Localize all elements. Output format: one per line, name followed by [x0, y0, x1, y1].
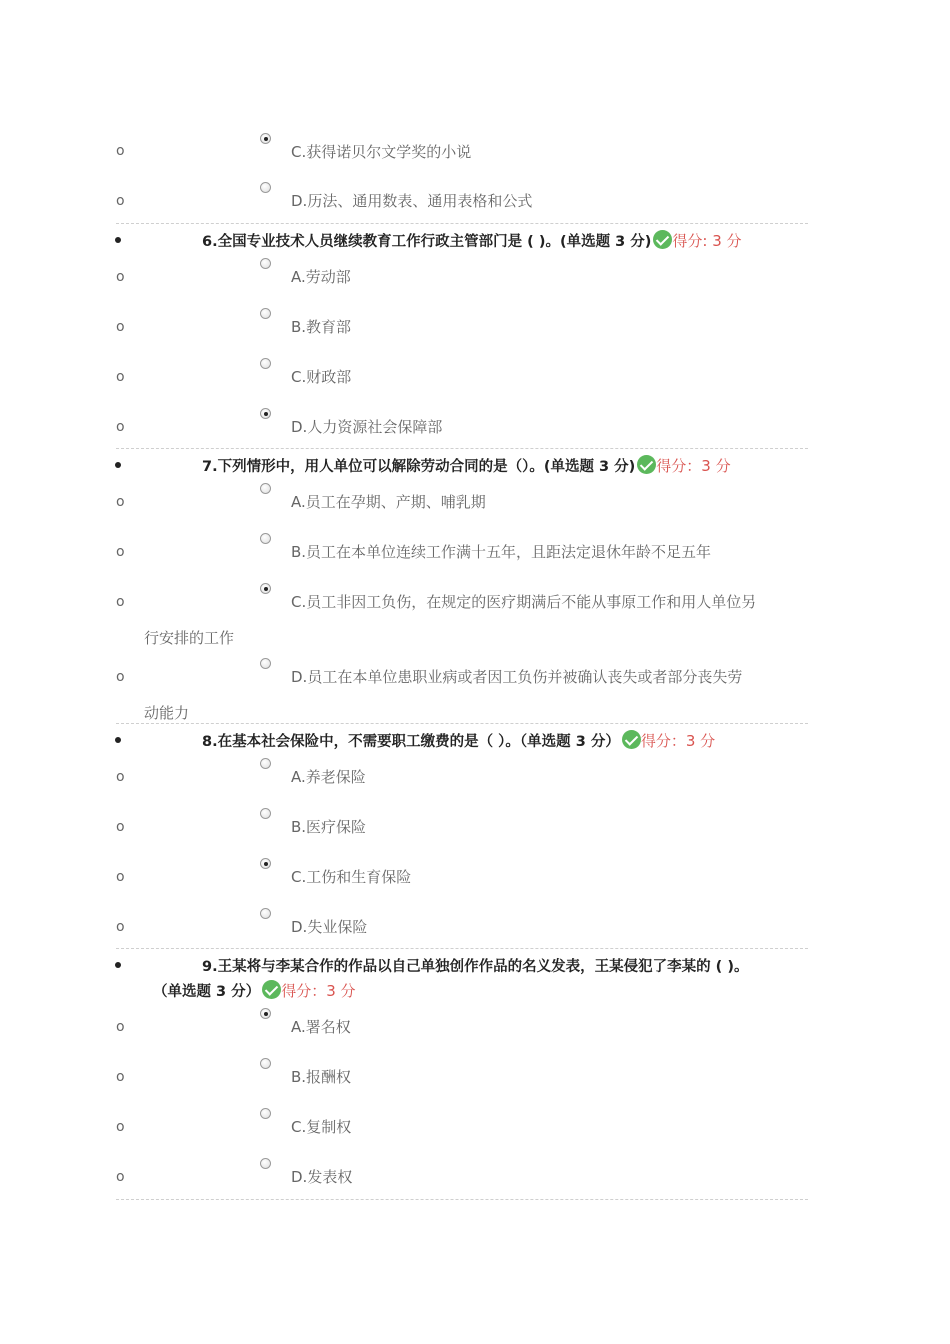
list-marker: o — [116, 544, 125, 560]
radio-option-d[interactable] — [260, 908, 271, 919]
list-marker: o — [116, 1119, 125, 1135]
radio-option-d[interactable] — [260, 408, 271, 419]
list-marker: o — [116, 869, 125, 885]
list-marker: o — [116, 193, 125, 209]
radio-option-a[interactable] — [260, 1008, 271, 1019]
option-label: D.人力资源社会保障部 — [291, 418, 443, 436]
option-label: C.获得诺贝尔文学奖的小说 — [291, 143, 472, 161]
bullet — [115, 962, 121, 968]
question-title: 6.全国专业技术人员继续教育工作行政主管部门是 ( )。(单选题 3 分) 得分: 3 分 — [202, 232, 742, 250]
score: 得分: 3 分 — [672, 232, 742, 250]
divider — [116, 223, 808, 224]
option-label: D.历法、通用数表、通用表格和公式 — [291, 192, 533, 210]
radio-option-a[interactable] — [260, 758, 271, 769]
list-marker: o — [116, 143, 125, 159]
option-label: A.署名权 — [291, 1018, 351, 1036]
divider — [116, 723, 808, 724]
radio-option-b[interactable] — [260, 808, 271, 819]
option-label: D.失业保险 — [291, 918, 368, 936]
list-marker: o — [116, 319, 125, 335]
list-marker: o — [116, 1069, 125, 1085]
list-marker: o — [116, 1019, 125, 1035]
bullet — [115, 237, 121, 243]
check-icon — [622, 730, 641, 749]
option-label-continuation: 行安排的工作 — [144, 629, 235, 647]
radio-option-c[interactable] — [260, 358, 271, 369]
option-label-continuation: 动能力 — [144, 704, 190, 722]
check-icon — [262, 980, 281, 999]
bullet — [115, 462, 121, 468]
option-label: B.教育部 — [291, 318, 352, 336]
option-label: A.员工在孕期、产期、哺乳期 — [291, 493, 486, 511]
radio-option-b[interactable] — [260, 533, 271, 544]
radio-option-a[interactable] — [260, 258, 271, 269]
list-marker: o — [116, 269, 125, 285]
option-label: C.员工非因工负伤，在规定的医疗期满后不能从事原工作和用人单位另 — [291, 593, 757, 611]
list-marker: o — [116, 919, 125, 935]
bullet — [115, 737, 121, 743]
radio-option-c[interactable] — [260, 133, 271, 144]
option-label: A.劳动部 — [291, 268, 351, 286]
radio-option-d[interactable] — [260, 182, 271, 193]
question-title: 9.王某将与李某合作的作品以自己单独创作作品的名义发表，王某侵犯了李某的 ( )。 — [202, 959, 749, 975]
list-marker: o — [116, 369, 125, 385]
list-marker: o — [116, 819, 125, 835]
list-marker: o — [116, 594, 125, 610]
question-title-continuation: （单选题 3 分） 得分：3 分 — [153, 982, 356, 1000]
list-marker: o — [116, 669, 125, 685]
option-label: D.员工在本单位患职业病或者因工负伤并被确认丧失或者部分丧失劳 — [291, 668, 743, 686]
option-label: B.员工在本单位连续工作满十五年，且距法定退休年龄不足五年 — [291, 543, 712, 561]
list-marker: o — [116, 1169, 125, 1185]
radio-option-b[interactable] — [260, 1058, 271, 1069]
option-label: D.发表权 — [291, 1168, 353, 1186]
list-marker: o — [116, 494, 125, 510]
radio-option-c[interactable] — [260, 1108, 271, 1119]
radio-option-b[interactable] — [260, 308, 271, 319]
divider — [116, 948, 808, 949]
question-title: 7.下列情形中，用人单位可以解除劳动合同的是（）。(单选题 3 分) 得分：3 分 — [202, 457, 731, 475]
question-title: 8.在基本社会保险中，不需要职工缴费的是（ ）。（单选题 3 分） 得分：3 分 — [202, 732, 716, 750]
list-marker: o — [116, 769, 125, 785]
radio-option-a[interactable] — [260, 483, 271, 494]
score: 得分：3 分 — [656, 457, 731, 475]
score: 得分：3 分 — [281, 982, 356, 1000]
check-icon — [653, 230, 672, 249]
score: 得分：3 分 — [640, 732, 716, 750]
radio-option-d[interactable] — [260, 658, 271, 669]
option-label: B.医疗保险 — [291, 818, 367, 836]
list-marker: o — [116, 419, 125, 435]
option-label: C.工伤和生育保险 — [291, 868, 412, 886]
divider — [116, 448, 808, 449]
option-label: A.养老保险 — [291, 768, 366, 786]
radio-option-c[interactable] — [260, 858, 271, 869]
option-label: C.复制权 — [291, 1118, 352, 1136]
radio-option-c[interactable] — [260, 583, 271, 594]
radio-option-d[interactable] — [260, 1158, 271, 1169]
divider — [116, 1199, 808, 1200]
option-label: C.财政部 — [291, 368, 352, 386]
check-icon — [637, 455, 656, 474]
option-label: B.报酬权 — [291, 1068, 352, 1086]
